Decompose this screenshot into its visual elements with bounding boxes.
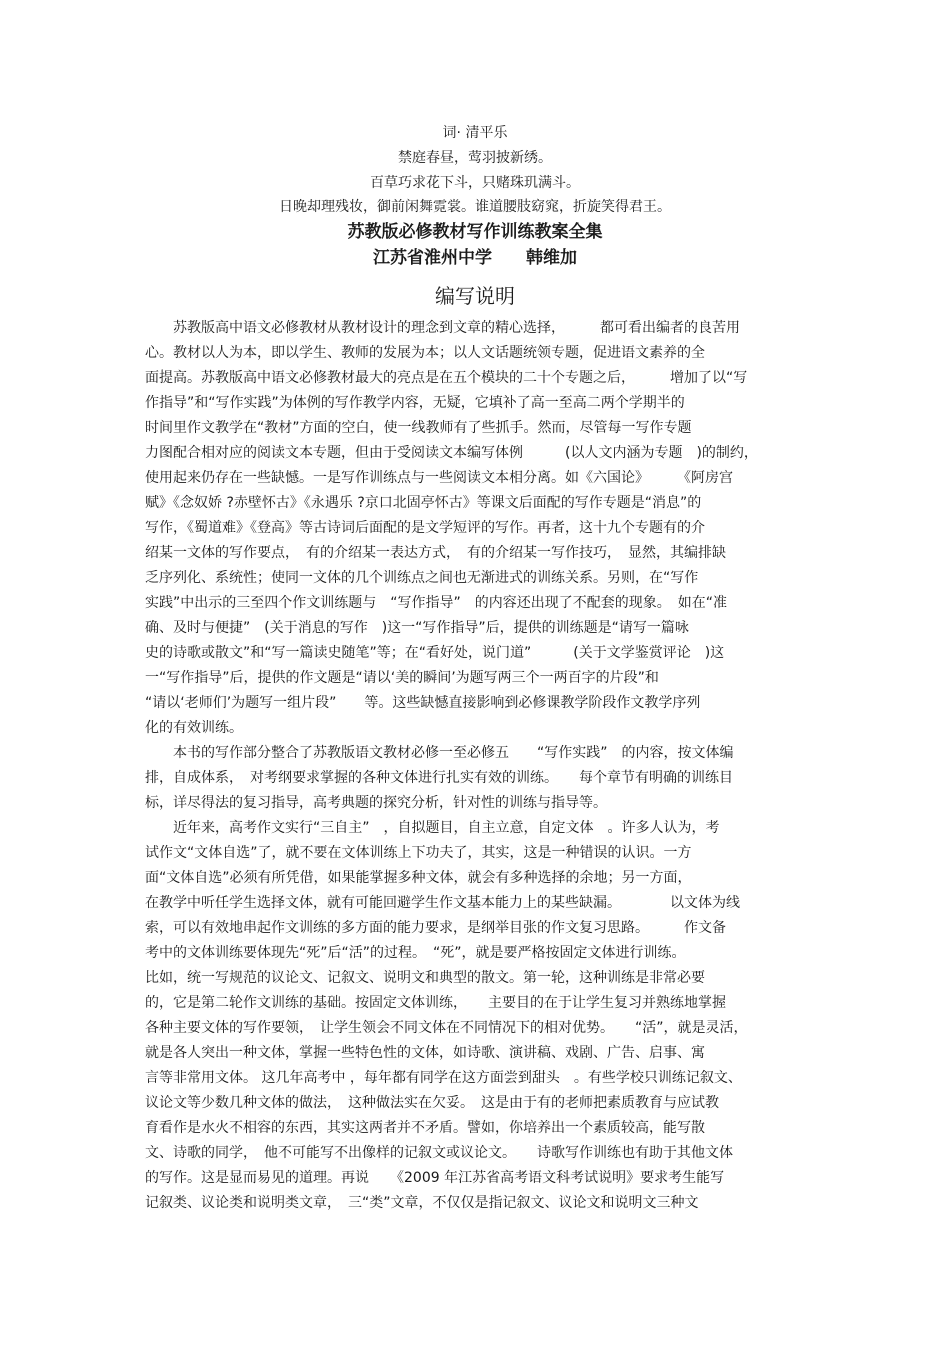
body-line: 苏教版高中语文必修教材从教材设计的理念到文章的精心选择， 都可看出编者的良苦用 — [145, 320, 740, 336]
body-line: 面提高。苏教版高中语文必修教材最大的亮点是在五个模块的二十个专题之后， 增加了以“写 — [145, 370, 748, 386]
body-line: 绍某一文体的写作要点， 有的介绍某一表达方式， 有的介绍某一写作技巧， 显然，其编排缺 — [145, 545, 726, 561]
poem-title: 词· 清平乐 — [442, 125, 508, 141]
body-line: 议论文等少数几种文体的做法， 这种做法实在欠妥。 这是由于有的老师把素质教育与应试教 — [145, 1095, 719, 1111]
body-line: 比如，统一写规范的议论文、记叙文、说明文和典型的散文。第一轮，这种训练是非常必要 — [145, 970, 705, 986]
body-line: 的写作。这是显而易见的道理。再说 《2009 年江苏省高考语文科考试说明》要求考生能写 — [145, 1170, 725, 1186]
body-line: 面“文体自选”必须有所凭借，如果能掌握多种文体，就会有多种选择的余地；另一方面， — [145, 870, 692, 886]
body-line: 近年来，高考作文实行“三自主” ，自拟题目，自主立意，自定文体 。许多人认为，考 — [145, 820, 720, 836]
body-line: 在教学中听任学生选择文体，就有可能回避学生作文基本能力上的某些缺漏。 以文体为线 — [145, 895, 740, 911]
poem-line: 百草巧求花下斗，只赌珠玑满斗。 — [370, 175, 580, 191]
poem-line: 禁庭春昼，莺羽披新绣。 — [398, 150, 552, 166]
body-line: 标，详尽得法的复习指导，高考典题的探究分析，针对性的训练与指导等。 — [145, 795, 607, 811]
body-line: 力图配合相对应的阅读文本专题，但由于受阅读文本编写体例 (以人文内涵为专题 )的制约， — [145, 445, 758, 461]
body-line: 一“写作指导”后，提供的作文题是“请以‘美的瞬间’为题写两三个一两百字的片段”和 — [145, 670, 659, 686]
body-line: 索，可以有效地串起作文训练的多方面的能力要求，是纲举目张的作文复习思路。 作文备 — [145, 920, 726, 936]
document-title: 苏教版必修教材写作训练教案全集 — [347, 222, 603, 242]
body-line: 考中的文体训练要体现先“死”后“活”的过程。 “死”，就是要严格按固定文体进行训练。 — [145, 945, 686, 961]
body-line: 写作，《蜀道难》《登高》等古诗词后面配的是文学短评的写作。再者，这十九个专题有的介 — [145, 520, 705, 536]
body-line: 化的有效训练。 — [145, 720, 243, 736]
body-line: 试作文“文体自选”了，就不要在文体训练上下功夫了，其实，这是一种错误的认识。一方 — [145, 845, 692, 861]
body-line: 赋》《念奴娇 ?赤壁怀古》《永遇乐 ?京口北固亭怀古》等课文后面配的写作专题是“消息”的 — [145, 495, 702, 511]
body-line: 本书的写作部分整合了苏教版语文教材必修一至必修五 “写作实践” 的内容，按文体编 — [145, 745, 734, 761]
body-line: 各种主要文体的写作要领， 让学生领会不同文体在不同情况下的相对优势。 “活”，就是灵活， — [145, 1020, 748, 1036]
body-line: 确、及时与便捷” (关于消息的写作 )这一“写作指导”后，提供的训练题是“请写一篇咏 — [145, 620, 689, 636]
body-line: 记叙类、议论类和说明类文章， 三“类”文章，不仅仅是指记叙文、议论文和说明文三种文 — [145, 1195, 699, 1211]
body-line: 言等非常用文体。 这几年高考中 ，每年都有同学在这方面尝到甜头 。有些学校只训练记叙文、 — [145, 1070, 742, 1086]
body-line: 就是各人突出一种文体，掌握一些特色性的文体，如诗歌、演讲稿、戏剧、广告、启事、寓 — [145, 1045, 705, 1061]
body-line: 排，自成体系， 对考纲要求掌握的各种文体进行扎实有效的训练。 每个章节有明确的训练目 — [145, 770, 733, 786]
body-line: 心。教材以人为本，即以学生、教师的发展为本；以人文话题统领专题，促进语文素养的全 — [145, 345, 705, 361]
poem-line: 日晚却理残妆，御前闲舞霓裳。谁道腰肢窈窕，折旋笑得君王。 — [279, 199, 671, 215]
body-line: 作指导”和“写作实践”为体例的写作教学内容，无疑，它填补了高一至高二两个学期半的 — [145, 395, 685, 411]
body-line: 育看作是水火不相容的东西，其实这两者并不矛盾。譬如，你培养出一个素质较高，能写散 — [145, 1120, 705, 1136]
section-title: 编写说明 — [435, 284, 515, 308]
body-line: “请以‘老师们’为题写一组片段” 等。这些缺憾直接影响到必修课教学阶段作文教学序列 — [145, 695, 701, 711]
body-line: 时间里作文教学在“教材”方面的空白，使一线教师有了些抓手。然而，尽管每一写作专题 — [145, 420, 692, 436]
body-line: 乏序列化、系统性；使同一文体的几个训练点之间也无渐进式的训练关系。另则，在“写作 — [145, 570, 699, 586]
body-line: 史的诗歌或散文”和“写一篇读史随笔”等；在“看好处，说门道” (关于文学鉴赏评论 )这 — [145, 645, 725, 661]
body-line: 文、诗歌的同学， 他不可能写不出像样的记叙文或议论文。 诗歌写作训练也有助于其他文体 — [145, 1145, 733, 1161]
body-line: 实践”中出示的三至四个作文训练题与 “写作指导” 的内容还出现了不配套的现象。 如在“准 — [145, 595, 728, 611]
document-author: 江苏省淮州中学 韩维加 — [373, 248, 577, 268]
body-line: 的，它是第二轮作文训练的基础。按固定文体训练， 主要目的在于让学生复习并熟练地掌握 — [145, 995, 726, 1011]
body-line: 使用起来仍存在一些缺憾。一是写作训练点与一些阅读文本相分离。如《六国论》 《阿房宫 — [145, 470, 733, 486]
